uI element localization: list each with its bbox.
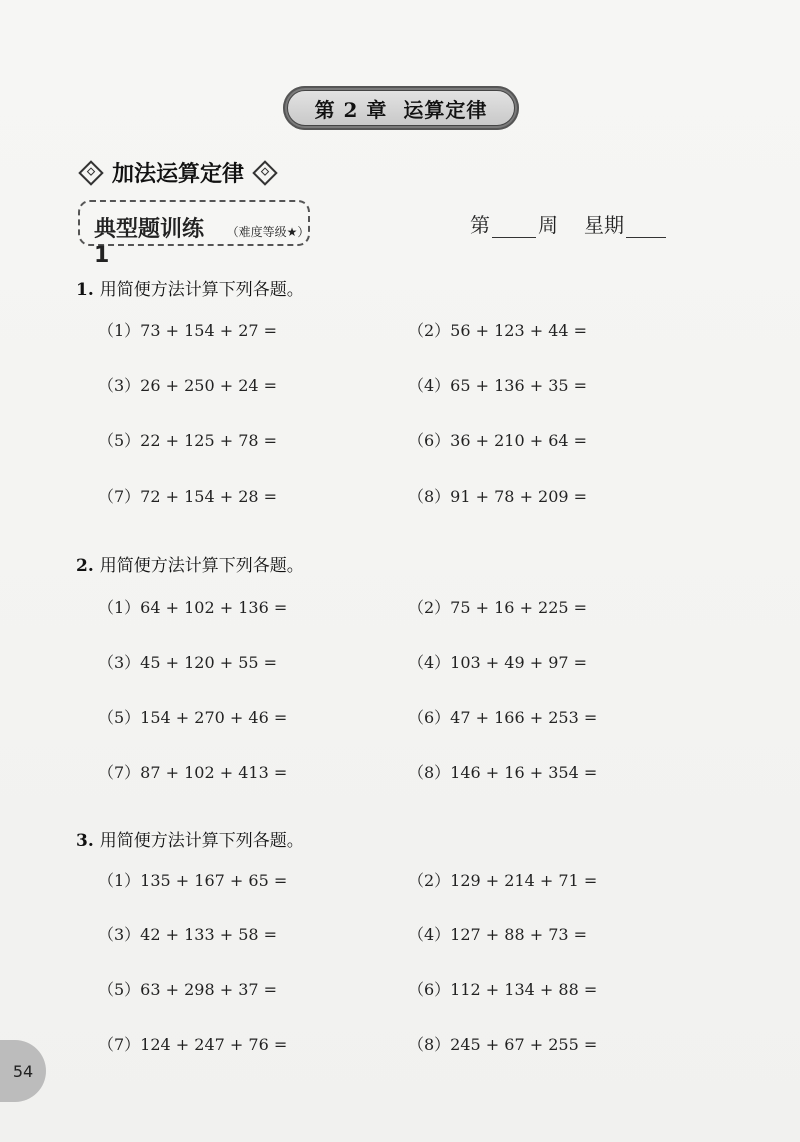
problem-item: （3）42 + 133 + 58 =	[98, 925, 278, 944]
problem-item: （8）245 + 67 + 255 =	[408, 1035, 598, 1054]
chapter-banner	[283, 86, 519, 130]
page-number: 54	[0, 1040, 46, 1102]
problem-item: （2）56 + 123 + 44 =	[408, 321, 588, 340]
problem-instruction: 用简便方法计算下列各题。	[99, 280, 304, 300]
problem-item: （3）26 + 250 + 24 =	[98, 376, 278, 395]
section-title	[76, 157, 280, 188]
weekday-blank[interactable]	[626, 219, 666, 238]
week-info	[470, 209, 668, 238]
problem-item: （2）75 + 16 + 225 =	[408, 598, 588, 617]
problem-instruction: 用简便方法计算下列各题。	[99, 556, 304, 576]
chapter-number: 第 2 章	[314, 97, 388, 122]
problem-instruction: 用简便方法计算下列各题。	[99, 831, 304, 851]
drill-label	[78, 200, 310, 268]
problem-item: （6）112 + 134 + 88 =	[408, 980, 598, 999]
problem-item: （6）36 + 210 + 64 =	[408, 431, 588, 450]
diamond-icon	[78, 160, 103, 185]
problem-item: （7）72 + 154 + 28 =	[98, 487, 278, 506]
problem-item: （5）63 + 298 + 37 =	[98, 980, 278, 999]
diamond-icon	[252, 160, 277, 185]
problem-heading	[76, 551, 304, 576]
section-title-text: 加法运算定律	[112, 162, 245, 187]
problem-item: （8）146 + 16 + 354 =	[408, 763, 598, 782]
problem-item: （3）45 + 120 + 55 =	[98, 653, 278, 672]
week-suffix: 周	[538, 213, 558, 237]
problem-item: （4）127 + 88 + 73 =	[408, 925, 588, 944]
week-blank[interactable]	[492, 219, 536, 238]
problem-item: （1）73 + 154 + 27 =	[98, 321, 278, 340]
problem-item: （2）129 + 214 + 71 =	[408, 871, 598, 890]
problem-item: （8）91 + 78 + 209 =	[408, 487, 588, 506]
problem-item: （1）135 + 167 + 65 =	[98, 871, 288, 890]
problem-item: （4）103 + 49 + 97 =	[408, 653, 588, 672]
chapter-title: 运算定律	[403, 97, 488, 122]
problem-item: （6）47 + 166 + 253 =	[408, 708, 598, 727]
problem-item: （4）65 + 136 + 35 =	[408, 376, 588, 395]
drill-label-text: 典型题训练 1	[94, 217, 205, 268]
week-prefix: 第	[470, 213, 490, 237]
problem-item: （5）22 + 125 + 78 =	[98, 431, 278, 450]
problem-number: 1.	[76, 280, 94, 300]
problem-item: （1）64 + 102 + 136 =	[98, 598, 288, 617]
problem-number: 3.	[76, 831, 94, 851]
weekday-label: 星期	[584, 213, 624, 237]
problem-item: （7）87 + 102 + 413 =	[98, 763, 288, 782]
drill-difficulty: （难度等级★）	[226, 225, 310, 239]
problem-number: 2.	[76, 556, 94, 576]
problem-heading	[76, 275, 304, 300]
problem-item: （5）154 + 270 + 46 =	[98, 708, 288, 727]
problem-item: （7）124 + 247 + 76 =	[98, 1035, 288, 1054]
problem-heading	[76, 826, 304, 851]
